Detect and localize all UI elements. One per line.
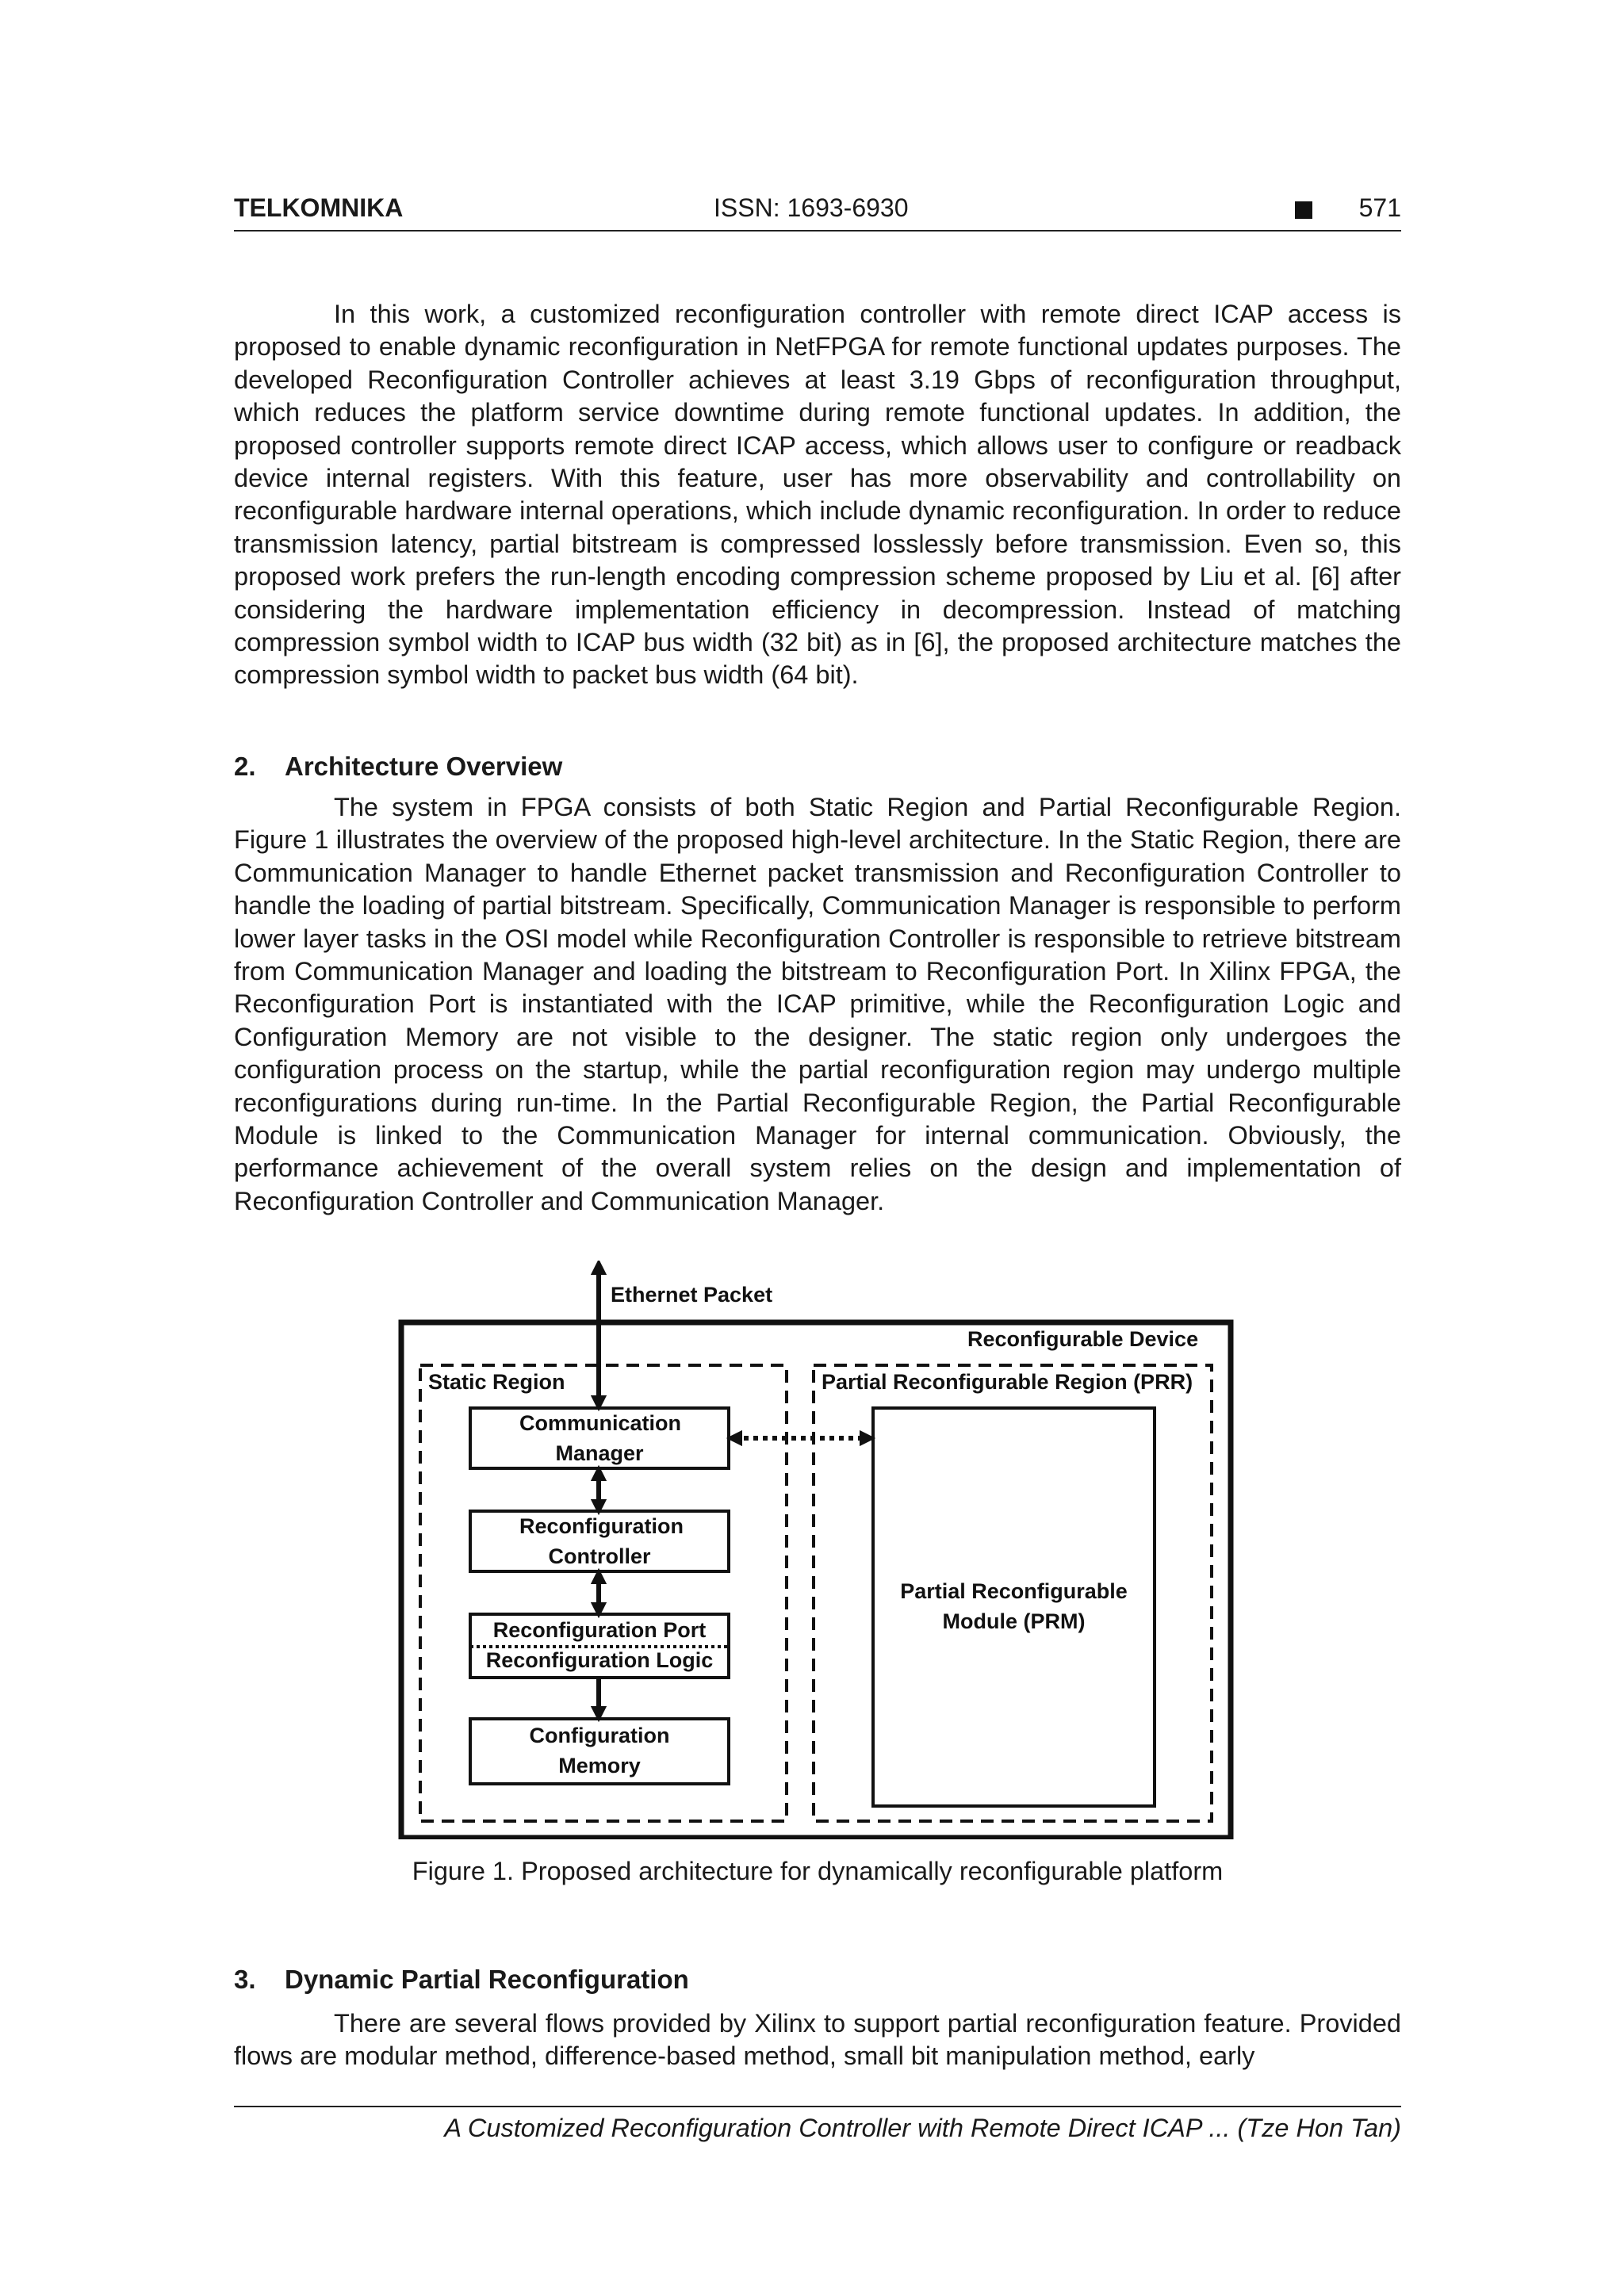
dpr-paragraph: There are several flows provided by Xilinx to support partial reconfiguration feature. Provided flows are modular method, difference-based method, small bit manipulation method, early [234,2009,1401,2071]
reconfig-logic-label: Reconfiguration Logic [485,1648,714,1672]
running-footer: A Customized Reconfiguration Controller with Remote Direct ICAP ... (Tze Hon Tan) [444,2114,1401,2142]
static-region-label: Static Region [428,1370,565,1394]
reconfig-controller-label: Reconfiguration Controller [519,1514,684,1568]
section-heading-architecture [234,752,562,782]
footer-rule [234,2106,1401,2107]
architecture-paragraph: The system in FPGA consists of both Static Region and Partial Reconfigurable Region. Figure 1 illustrates the overview of the proposed high-level architecture. In the Static Region, there are Communication Manager to handle Ethernet packet transmission and Reconfiguration Controller to handle the loading of partial bitstream. Specifically, Communication Manager is responsible to perform lower layer tasks in the OSI model while Reconfiguration Controller is responsible to retrieve bitstream from Communication Manager and loading the bitstream to Reconfiguration Port. In Xilinx FPGA, the Reconfiguration Port is instantiated with the ICAP primitive, while the Reconfiguration Logic and Configuration Memory are not visible to the designer. The static region only undergoes the configuration process on the startup, while the partial reconfiguration region may undergo multiple reconfigurations during run-time. In the Partial Reconfigurable Region, the Partial Reconfigurable Module is linked to the Communication Manager for internal communication. Obviously, the performance achievement of the overall system relies on the design and implementation of Reconfiguration Controller and Communication Manager. [234,793,1401,1215]
section-heading-dpr [234,1965,689,1995]
section-title: Architecture Overview [285,752,563,781]
reconfig-port-label: Reconfiguration Port [492,1618,707,1642]
figure-caption: Figure 1. Proposed architecture for dynamically reconfigurable platform [412,1857,1224,1885]
architecture-figure [389,1261,1245,1839]
prm-label: Partial Reconfigurable Module (PRM) [900,1579,1128,1633]
reconfigurable-device-label: Reconfigurable Device [967,1327,1199,1351]
section-title: Dynamic Partial Reconfiguration [285,1965,689,1994]
ethernet-packet-label: Ethernet Packet [611,1283,773,1307]
issn: ISSN: 1693-6930 [714,193,909,222]
page-header [234,190,1401,232]
intro-paragraph: In this work, a customized reconfiguration controller with remote direct ICAP access is proposed to enable dynamic reconfiguration in NetFPGA for remote functional updates purposes. The developed Reconfiguration Controller achieves at least 3.19 Gbps of reconfiguration throughput, which reduces the platform service downtime during remote functional updates. In addition, the proposed controller supports remote direct ICAP access, which allows user to configure or readback device internal registers. With this feature, user has more observability and controllability on reconfigurable hardware internal operations, which include dynamic reconfiguration. In order to reduce transmission latency, partial bitstream is compressed losslessly before transmission. Even so, this proposed work prefers the run-length encoding compression scheme proposed by Liu et al. [6] after considering the hardware implementation efficiency in decompression. Instead of matching compression symbol width to ICAP bus width (32 bit) as in [6], the proposed architecture matches the compression symbol width to packet bus width (64 bit). [234,300,1401,690]
page-number: 571 [1358,193,1401,222]
prr-label: Partial Reconfigurable Region (PRR) [822,1370,1193,1394]
comm-manager-label: Communication Manager [519,1411,682,1465]
journal-name: TELKOMNIKA [234,193,404,222]
section-number: 3. [234,1965,256,1994]
config-memory-label: Configuration Memory [529,1724,670,1777]
section-number: 2. [234,752,256,781]
square-bullet-icon [1295,201,1312,219]
